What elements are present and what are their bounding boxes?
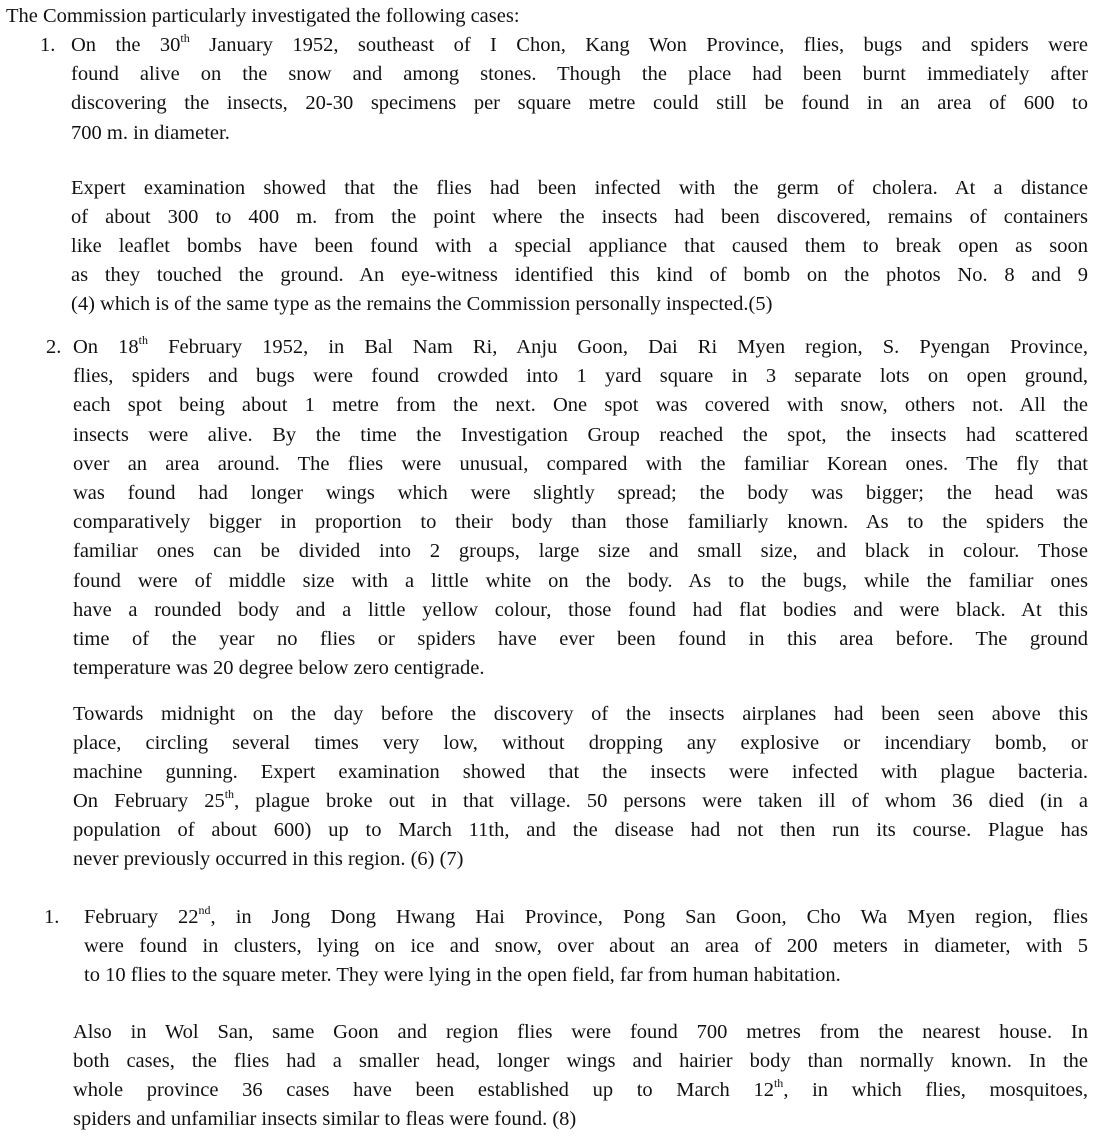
superscript: th	[138, 333, 148, 347]
text-span: as they touched the ground. An eye-witness identified this kind of bomb on the photos No. 8 and 9	[71, 264, 1088, 286]
text-span: On 18	[73, 336, 139, 358]
text-line	[71, 236, 1088, 257]
text-span: was found had longer wings which were slightly spread; the body was bigger; the head was	[73, 482, 1088, 504]
text-line	[73, 629, 1088, 650]
text-span: were found in clusters, lying on ice and snow, over about an area of 200 meters in diameter, with 5	[84, 935, 1088, 957]
text-span: Expert examination showed that the flies had been infected with the germ of cholera. At a distance	[71, 177, 1088, 199]
text-line	[73, 454, 1088, 475]
text-span: , in which flies, mosquitoes,	[783, 1079, 1088, 1101]
text-span: over an area around. The flies were unusual, compared with the familiar Korean ones. The fly that	[73, 452, 1088, 475]
text-line	[73, 483, 1088, 504]
text-line	[73, 762, 1088, 783]
text-span: each spot being about 1 metre from the next. One spot was covered with snow, others not. All the	[73, 394, 1088, 417]
text-line	[73, 1051, 1088, 1072]
text-span: Also in Wol San, same Goon and region flies were found 700 metres from the nearest house. In	[73, 1021, 1088, 1043]
text-span: Towards midnight on the day before the discovery of the insects airplanes had been seen above this	[73, 703, 1088, 725]
text-line	[71, 64, 1088, 85]
text-line	[73, 1109, 576, 1130]
text-line	[71, 265, 1088, 286]
text-span: February 1952, in Bal Nam Ri, Anju Goon, Dai Ri Myen region, S. Pyengan Province,	[147, 336, 1088, 358]
text-span: insects were alive. By the time the Investigation Group reached the spot, the insects had scattered	[73, 423, 1088, 446]
text-span: temperature was 20 degree below zero centigrade.	[73, 657, 485, 680]
text-span: familiar ones can be divided into 2 groups, large size and small size, and black in colour. Those	[73, 540, 1088, 563]
text-span: time of the year no flies or spiders have ever been found in this area before. The ground	[73, 628, 1088, 650]
text-line	[73, 849, 464, 870]
text-line	[71, 123, 230, 144]
text-span: comparatively bigger in proportion to their body than those familiarly known. As to the spiders the	[73, 511, 1088, 534]
text-span: have a rounded body and a little yellow colour, those found had flat bodies and were black. At this	[73, 598, 1088, 621]
text-line	[71, 178, 1088, 199]
text-span: , plague broke out in that village. 50 persons were taken ill of whom 36 died (in a	[234, 790, 1089, 812]
case3-number: 1.	[44, 906, 60, 928]
text-span: February 22	[84, 906, 199, 928]
text-line	[73, 704, 1088, 725]
text-line	[73, 600, 1088, 621]
text-line	[73, 733, 1088, 754]
text-span: population of about 600) up to March 11th, and the disease had not then run its course. Plague has	[73, 819, 1088, 841]
text-line	[73, 787, 1089, 812]
text-span: place, circling several times very low, without dropping any explosive or incendiary bomb, or	[73, 732, 1088, 754]
text-line	[73, 571, 1088, 592]
text-span: January 1952, southeast of I Chon, Kang Won Province, flies, bugs and spiders were	[189, 34, 1088, 56]
superscript: nd	[198, 903, 211, 917]
text-span: On February 25	[73, 790, 225, 812]
text-line	[84, 903, 1088, 928]
text-span: On the 30	[71, 34, 181, 56]
text-span: discovering the insects, 20-30 specimens per square metre could still be found in an area of 600 to	[71, 92, 1088, 115]
text-line	[71, 294, 772, 315]
text-line	[73, 333, 1088, 358]
text-span: never previously occurred in this region. (6) (7)	[73, 848, 464, 870]
text-line	[73, 658, 485, 679]
text-span: machine gunning. Expert examination showed that the insects were infected with plague bacteria.	[73, 761, 1088, 783]
text-span: like leaflet bombs have been found with a special appliance that caused them to break open as soon	[71, 235, 1088, 257]
text-line	[71, 93, 1088, 114]
text-line	[73, 512, 1088, 533]
case2-number: 2.	[46, 336, 62, 358]
text-span: flies, spiders and bugs were found crowded into 1 yard square in 3 separate lots on open ground,	[73, 365, 1088, 388]
text-line	[73, 820, 1088, 841]
text-line	[73, 1076, 1088, 1101]
text-span: to 10 flies to the square meter. They were lying in the open field, far from human habitation.	[84, 964, 841, 986]
text-line	[73, 541, 1088, 562]
text-span: both cases, the flies had a smaller head, longer wings and hairier body than normally known. In the	[73, 1050, 1088, 1072]
text-line	[73, 366, 1088, 387]
text-line	[84, 965, 841, 986]
text-span: whole province 36 cases have been established up to March 12	[73, 1079, 774, 1101]
text-line	[73, 425, 1088, 446]
text-span: , in Jong Dong Hwang Hai Province, Pong San Goon, Cho Wa Myen region, flies	[210, 906, 1088, 928]
text-line	[71, 207, 1088, 228]
text-span: of about 300 to 400 m. from the point where the insects had been discovered, remains of containers	[71, 206, 1088, 228]
text-line	[73, 1022, 1088, 1043]
text-span: 700 m. in diameter.	[71, 121, 230, 144]
superscript: th	[224, 787, 235, 801]
superscript: th	[180, 31, 190, 45]
case1-number: 1.	[40, 34, 56, 56]
superscript: th	[773, 1076, 784, 1090]
intro-line: The Commission particularly investigated the following cases:	[6, 5, 520, 27]
text-line	[73, 395, 1088, 416]
text-span: spiders and unfamiliar insects similar to fleas were found. (8)	[73, 1108, 577, 1130]
text-span: (4) which is of the same type as the remains the Commission personally inspected.(5)	[71, 293, 773, 315]
text-span: found alive on the snow and among stones. Though the place had been burnt immediately after	[71, 63, 1088, 86]
text-line	[71, 31, 1088, 56]
text-line	[84, 936, 1088, 957]
text-span: found were of middle size with a little white on the body. As to the bugs, while the familiar ones	[73, 569, 1088, 592]
